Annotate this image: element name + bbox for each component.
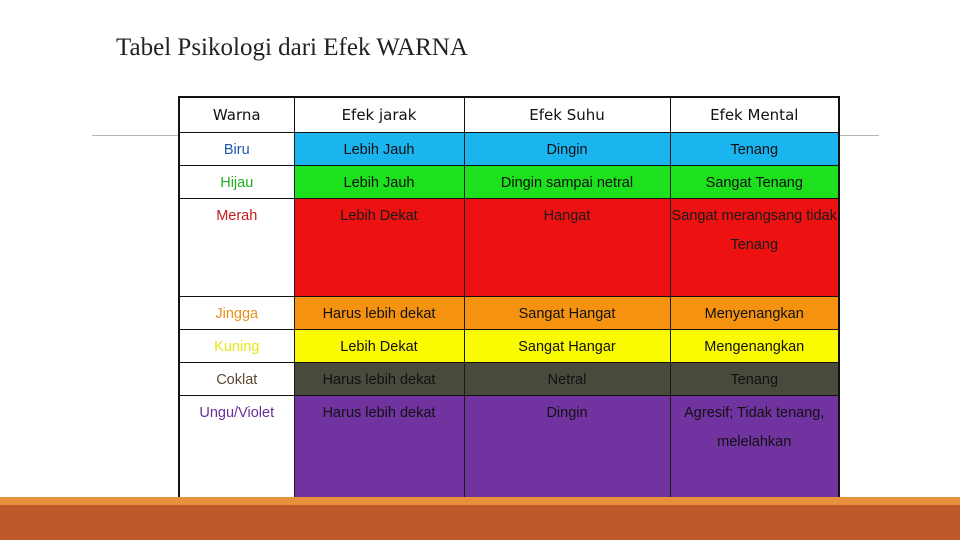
mental-effect-cell: Sangat Tenang (670, 166, 839, 199)
table-row (179, 363, 839, 396)
temperature-effect-cell: Sangat Hangat (464, 297, 670, 330)
table-row (179, 133, 839, 166)
distance-effect-cell: Lebih Dekat (294, 199, 464, 297)
title-divider-left (92, 135, 179, 136)
temperature-effect-cell: Hangat (464, 199, 670, 297)
temperature-effect-cell: Dingin (464, 396, 670, 507)
table-row (179, 199, 839, 297)
temperature-effect-cell: Netral (464, 363, 670, 396)
distance-effect-cell: Lebih Dekat (294, 330, 464, 363)
distance-effect-cell: Lebih Jauh (294, 166, 464, 199)
header-efek-mental: Efek Mental (670, 97, 839, 133)
footer-accent-line (0, 497, 960, 505)
header-efek-jarak: Efek jarak (294, 97, 464, 133)
temperature-effect-cell: Dingin sampai netral (464, 166, 670, 199)
distance-effect-cell: Harus lebih dekat (294, 297, 464, 330)
color-psychology-table (178, 96, 840, 508)
color-name-cell: Biru (179, 133, 294, 166)
mental-effect-cell: Agresif; Tidak tenang, melelahkan (670, 396, 839, 507)
color-name-cell: Kuning (179, 330, 294, 363)
table-header-row (179, 97, 839, 133)
table-row (179, 396, 839, 507)
temperature-effect-cell: Dingin (464, 133, 670, 166)
distance-effect-cell: Lebih Jauh (294, 133, 464, 166)
color-name-cell: Merah (179, 199, 294, 297)
table-row (179, 330, 839, 363)
distance-effect-cell: Harus lebih dekat (294, 396, 464, 507)
title-divider-right (838, 135, 879, 136)
mental-effect-cell: Tenang (670, 363, 839, 396)
header-efek-suhu: Efek Suhu (464, 97, 670, 133)
slide-title: Tabel Psikologi dari Efek WARNA (116, 34, 468, 61)
mental-effect-cell: Menyenangkan (670, 297, 839, 330)
mental-effect-cell: Sangat merangsang tidak Tenang (670, 199, 839, 297)
footer-bar (0, 505, 960, 540)
color-name-cell: Ungu/Violet (179, 396, 294, 507)
table-row (179, 297, 839, 330)
temperature-effect-cell: Sangat Hangar (464, 330, 670, 363)
color-name-cell: Jingga (179, 297, 294, 330)
mental-effect-cell: Mengenangkan (670, 330, 839, 363)
header-warna: Warna (179, 97, 294, 133)
mental-effect-cell: Tenang (670, 133, 839, 166)
color-name-cell: Hijau (179, 166, 294, 199)
color-name-cell: Coklat (179, 363, 294, 396)
table-row (179, 166, 839, 199)
distance-effect-cell: Harus lebih dekat (294, 363, 464, 396)
